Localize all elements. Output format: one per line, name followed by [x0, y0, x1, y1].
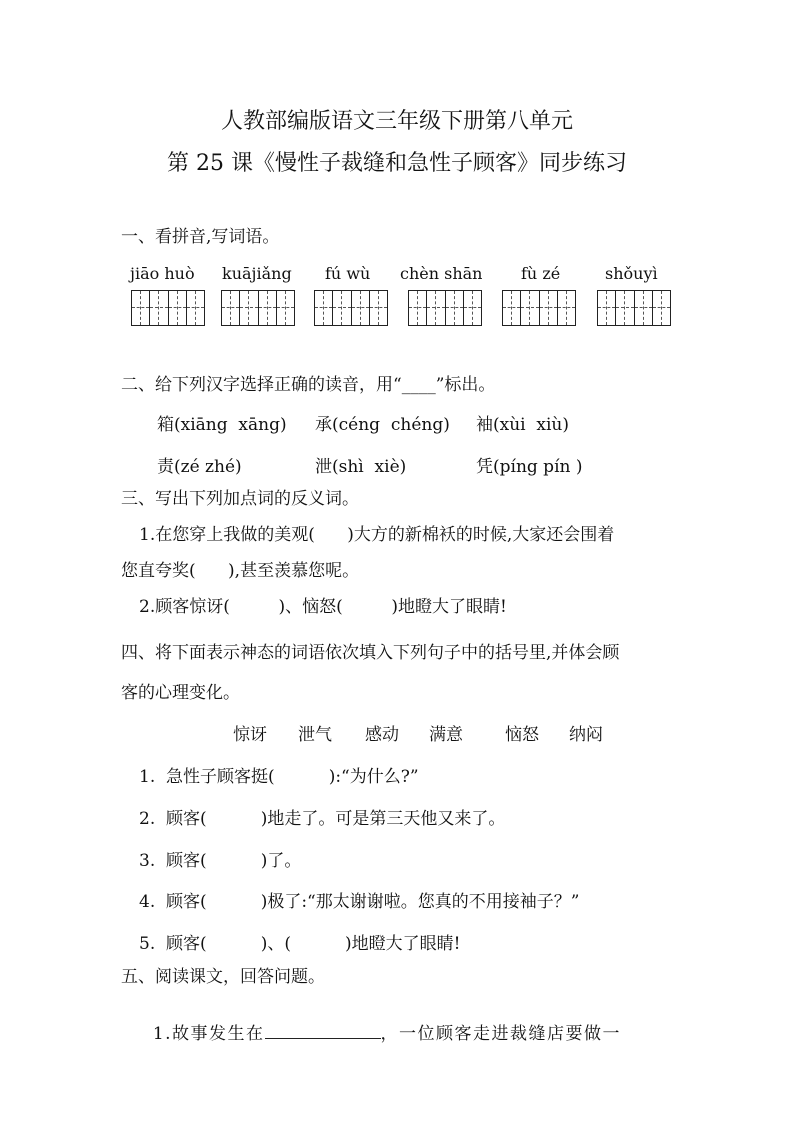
word-bank-item: 满意 — [429, 725, 463, 745]
antonym-question-1: 1.在您穿上我做的美观( )大方的新棉袄的时候,大家还会围着 — [139, 525, 615, 545]
pinyin-label: fù zé — [521, 264, 561, 283]
page-title-line2: 第 25 课《慢性子裁缝和急性子顾客》同步练习 — [167, 151, 627, 176]
word-bank-item: 感动 — [365, 725, 399, 745]
writing-box[interactable] — [314, 290, 388, 326]
writing-box[interactable] — [502, 290, 576, 326]
fill-sentence-5: 5. 顾客( )、( )地瞪大了眼睛! — [139, 934, 461, 954]
writing-box[interactable] — [597, 290, 671, 326]
word-bank-item: 纳闷 — [569, 725, 603, 745]
fill-sentence-1: 1. 急性子顾客挺( ):“为什么?” — [139, 767, 419, 787]
antonym-question-1-continued: 您直夸奖( ),甚至羡慕您呢。 — [121, 561, 360, 581]
pinyin-label: jiāo huò — [130, 264, 195, 283]
pronunciation-choice: 凭(píng pín ) — [476, 457, 583, 477]
reading-question-1 — [139, 999, 621, 1044]
pronunciation-choice: 承(céng chéng) — [315, 415, 450, 435]
fill-sentence-3: 3. 顾客( )了。 — [139, 851, 302, 871]
pronunciation-choice: 泄(shì xiè) — [315, 457, 407, 477]
writing-box[interactable] — [221, 290, 295, 326]
section3-heading: 三、写出下列加点词的反义词。 — [121, 489, 359, 509]
pronunciation-choice: 袖(xùi xiù) — [476, 415, 570, 435]
antonym-question-2: 2.顾客惊讶( )、恼怒( )地瞪大了眼睛! — [139, 597, 507, 617]
pinyin-label: fú wù — [325, 264, 371, 283]
pinyin-label: chèn shān — [400, 264, 483, 283]
pinyin-label: shǒuyì — [605, 264, 658, 283]
pronunciation-choice: 责(zé zhé) — [157, 457, 242, 477]
word-bank-item: 惊讶 — [233, 725, 267, 745]
section2-heading: 二、给下列汉字选择正确的读音，用“____”标出。 — [121, 375, 496, 395]
reading-question-1-end: ，一位顾客走进裁缝店要做一 — [380, 1024, 622, 1044]
section5-heading: 五、阅读课文，回答问题。 — [121, 967, 325, 987]
section1-heading: 一、看拼音,写词语。 — [121, 227, 280, 247]
fill-sentence-2: 2. 顾客( )地走了。可是第三天他又来了。 — [139, 809, 506, 829]
word-bank-item: 泄气 — [298, 725, 332, 745]
reading-question-1-start: 1.故事发生在 — [152, 1024, 265, 1044]
page-title-line1: 人教部编版语文三年级下册第八单元 — [220, 109, 573, 134]
pronunciation-choice: 箱(xiāng xāng) — [157, 415, 287, 435]
section4-heading-continued: 客的心理变化。 — [121, 683, 240, 703]
section4-heading: 四、将下面表示神态的词语依次填入下列句子中的括号里,并体会顾 — [121, 643, 620, 663]
word-bank-item: 恼怒 — [505, 725, 539, 745]
fill-sentence-4: 4. 顾客( )极了:“那太谢谢啦。您真的不用接袖子？” — [139, 892, 580, 912]
writing-box[interactable] — [408, 290, 482, 326]
pinyin-label: kuājiǎng — [222, 264, 292, 283]
answer-blank[interactable] — [265, 1024, 381, 1039]
writing-box[interactable] — [131, 290, 205, 326]
